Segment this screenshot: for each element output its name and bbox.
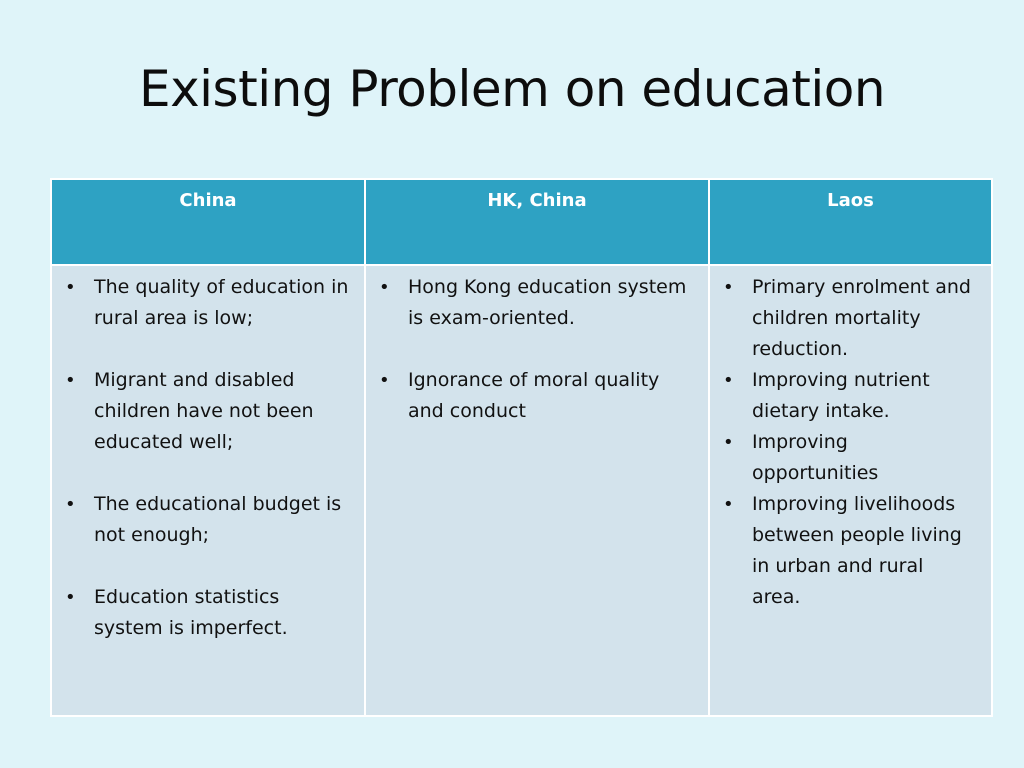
list-item-text: Education statistics system is imperfect.: [94, 586, 288, 639]
bullet-icon: •: [65, 587, 76, 608]
table-header-row: [51, 179, 992, 265]
list-item: [374, 365, 694, 427]
table-body-row: [51, 265, 992, 716]
slide-title: Existing Problem on education: [138, 60, 886, 118]
list-item: [60, 365, 350, 458]
bullet-icon: •: [379, 277, 390, 298]
bullet-icon: •: [723, 277, 734, 298]
bullet-icon: •: [65, 494, 76, 515]
bullet-icon: •: [65, 370, 76, 391]
bullet-icon: •: [65, 277, 76, 298]
list-item-text: Ignorance of moral quality and conduct: [408, 369, 660, 422]
list-item-text: Improving nutrient dietary intake.: [752, 369, 930, 422]
column-header-laos: Laos: [709, 179, 992, 265]
column-header-hk-china: HK, China: [365, 179, 709, 265]
list-item-text: Primary enrolment and children mortality reduction.: [752, 276, 971, 360]
list-item-text: Improving livelihoods between people living in urban and rural area.: [752, 493, 962, 608]
china-cell: [51, 265, 365, 716]
list-item: [718, 489, 977, 613]
hk-china-problem-list: [374, 272, 694, 427]
list-item: [60, 272, 350, 334]
list-item: [374, 272, 694, 334]
bullet-icon: •: [723, 494, 734, 515]
laos-cell: [709, 265, 992, 716]
list-item: [718, 365, 977, 427]
education-problems-table: [50, 178, 993, 717]
list-item: [60, 582, 350, 644]
list-item-text: Migrant and disabled children have not been educated well;: [94, 369, 314, 453]
china-problem-list: [60, 272, 350, 644]
bullet-icon: •: [379, 370, 390, 391]
list-item-text: The quality of education in rural area is low;: [94, 276, 349, 329]
laos-problem-list: [718, 272, 977, 613]
bullet-icon: •: [723, 432, 734, 453]
list-item: [60, 489, 350, 551]
list-item-text: Hong Kong education system is exam-oriented.: [408, 276, 687, 329]
list-item-text: Improving opportunities: [752, 431, 879, 484]
column-header-china: China: [51, 179, 365, 265]
hk-china-cell: [365, 265, 709, 716]
list-item-text: The educational budget is not enough;: [94, 493, 342, 546]
list-item: [718, 427, 977, 489]
list-item: [718, 272, 977, 365]
bullet-icon: •: [723, 370, 734, 391]
